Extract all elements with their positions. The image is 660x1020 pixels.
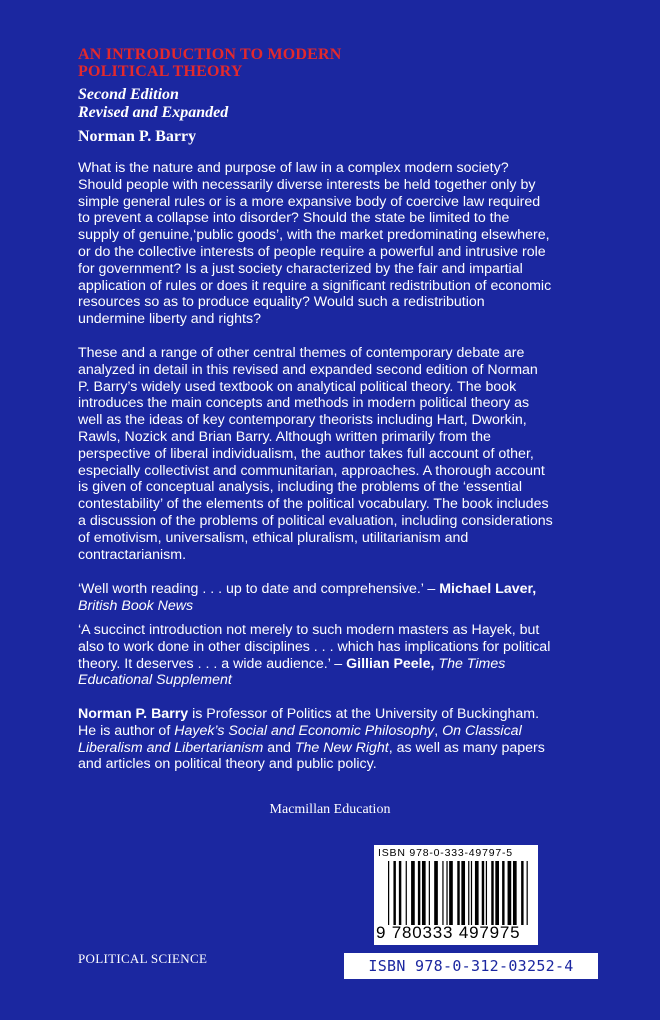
quote-text: ‘A succinct introduction not merely to such modern masters as Hayek, but also to work done in other disciplines . . . which has implications for political theory. It deserves . . . a wide audience.’ – xyxy=(78,622,551,672)
quote-text: ‘Well worth reading . . . up to date and comprehensive.’ – xyxy=(78,581,440,597)
barcode-bar xyxy=(502,861,504,925)
subject-category: POLITICAL SCIENCE xyxy=(78,951,208,966)
barcode-bar xyxy=(475,861,479,925)
barcode-bar xyxy=(521,861,523,925)
isbn-sticker: ISBN 978-0-312-03252-4 xyxy=(344,953,598,979)
barcode-bar xyxy=(482,861,484,925)
barcode-bar xyxy=(449,861,453,925)
quote-source: British Book News xyxy=(78,597,194,614)
barcode-bar xyxy=(429,861,430,925)
quote-reviewer: Gillian Peele, xyxy=(346,655,435,672)
bio-author-name: Norman P. Barry xyxy=(78,706,189,722)
edition-line-2: Revised and Expanded xyxy=(78,104,229,121)
review-quote-2 xyxy=(78,622,558,689)
review-quote-1 xyxy=(78,581,553,615)
quote-reviewer: Michael Laver, xyxy=(439,581,537,597)
barcode-bar xyxy=(495,861,499,925)
bio-text-3: and xyxy=(263,739,295,756)
barcode-bar xyxy=(399,861,401,925)
barcode-bar xyxy=(418,861,420,925)
barcode-bar xyxy=(446,861,447,925)
edition-line-1: Second Edition xyxy=(78,86,179,103)
barcode xyxy=(374,845,538,945)
barcode-bars xyxy=(388,861,532,925)
publisher-name: Macmillan Education xyxy=(269,802,391,817)
barcode-bar xyxy=(457,861,459,925)
barcode-bar xyxy=(411,861,415,925)
barcode-bar xyxy=(471,861,472,925)
author-bio xyxy=(78,706,558,773)
barcode-bar xyxy=(527,861,528,925)
barcode-bar xyxy=(406,861,407,925)
title-line-2: POLITICAL THEORY xyxy=(78,63,243,80)
barcode-bar xyxy=(513,861,517,925)
barcode-bar xyxy=(468,861,469,925)
barcode-bar xyxy=(388,861,389,925)
blurb-paragraph-1: What is the nature and purpose of law in a complex modern society? Should people with necessarily diverse interests be held together only by simple general rules or is a more expansive body of coercive law required to prevent a collapse into disorder? Should the state be limited to the supply of genuine,‘public goods’, with the market predominating elsewhere, or do the collective interests of people require a powerful and intrusive role for government? Is a just society characterized by the fair and impartial application of rules or does it require a significant redistribution of economic resources so as to produce equality? Would such a redistribution undermine liberty and rights? xyxy=(78,160,552,328)
isbn-label: ISBN 978-0-333-49797-5 xyxy=(378,847,513,859)
barcode-bar xyxy=(461,861,465,925)
barcode-bar xyxy=(508,861,512,925)
ean-digits: 9 780333 497975 xyxy=(376,923,521,942)
edition-info xyxy=(78,86,228,122)
bio-text-1: is Professor of Politics at the University of Buckingham. He is author of xyxy=(78,706,540,739)
title-line-1: AN INTRODUCTION TO MODERN xyxy=(78,46,342,63)
barcode-bar xyxy=(393,861,395,925)
barcode-bar xyxy=(442,861,443,925)
bio-text-4: , as well as many papers and articles on political theory and public policy. xyxy=(78,739,545,773)
book-title xyxy=(78,46,498,80)
bio-book-3: The New Right xyxy=(294,739,389,756)
author-name: Norman P. Barry xyxy=(78,128,197,145)
barcode-bar xyxy=(422,861,426,925)
barcode-bar xyxy=(491,861,493,925)
bio-book-1: Hayek’s Social and Economic Philosophy xyxy=(174,722,435,739)
bio-text-2: , xyxy=(434,722,443,739)
barcode-bar xyxy=(486,861,487,925)
barcode-bar xyxy=(434,861,438,925)
bio-book-2: On Classical Liberalism and Libertarianism xyxy=(78,722,522,756)
blurb-paragraph-2: These and a range of other central themes of contemporary debate are analyzed in detail in this revised and expanded second edition of Norman P. Barry’s widely used textbook on analytical political theory. The book introduces the main concepts and methods in modern political theory as well as the ideas of key contemporary theorists including Hart, Dworkin, Rawls, Nozick and Brian Barry. Although written primarily from the perspective of liberal individualism, the author takes full account of other, especially collectivist and communitarian, approaches. A thorough account is given of conceptual analysis, including the problems of the ‘essential contestability’ of the elements of the political vocabulary. The book includes a discussion of the problems of political evaluation, including considerations of emotivism, universalism, ethical pluralism, utilitarianism and contractarianism. xyxy=(78,345,553,563)
quote-source: The Times Educational Supplement xyxy=(78,655,506,689)
